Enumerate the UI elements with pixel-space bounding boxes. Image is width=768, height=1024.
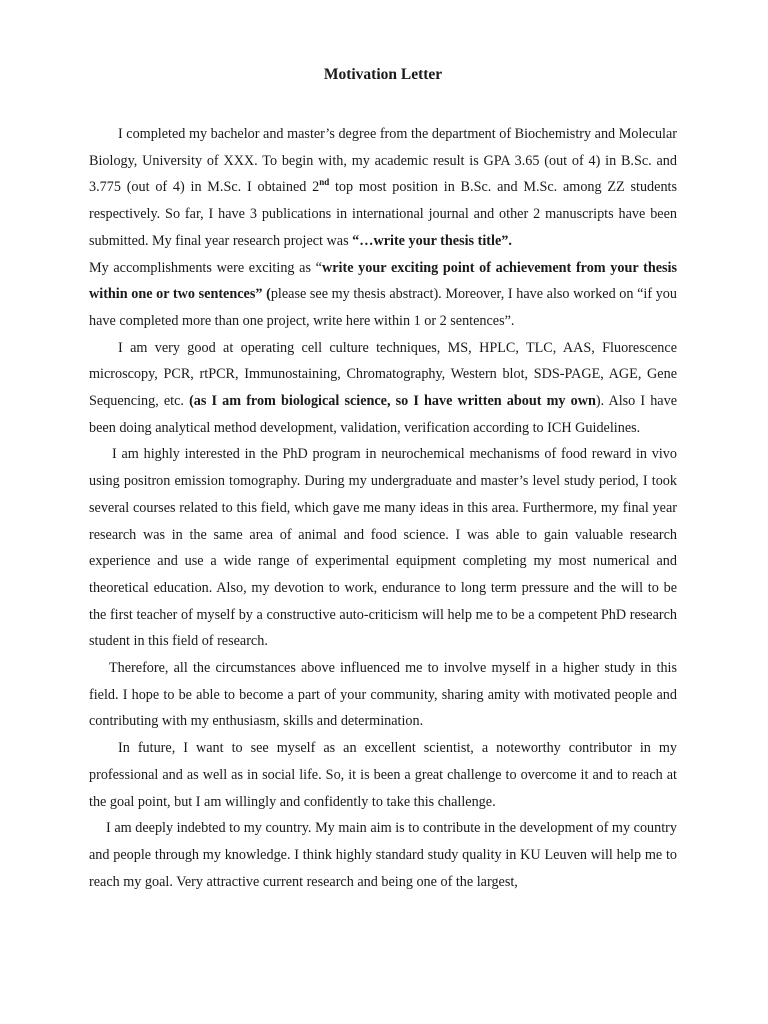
- thesis-title-placeholder: “…write your thesis title”.: [352, 232, 512, 249]
- paragraph-techniques-text-a: I am very good at operating cell culture techniques, MS, HPLC, TLC, AAS, Fluorescence microscopy, PCR, rtPCR, Immunostaining, Chromatography, Western blot, SDS-PAGE, AGE, Gene Sequencing, etc.: [89, 339, 677, 410]
- achievement-placeholder: write your exciting point of achievement from your thesis within one or two sentences” (: [89, 259, 677, 303]
- document-title: Motivation Letter: [323, 66, 443, 83]
- paragraph-therefore: Therefore, all the circumstances above influenced me to involve myself in a higher study in this field. I hope to be able to become a part of your community, sharing amity with motivated people and contributing with my enthusiasm, skills and determination.: [89, 660, 677, 730]
- paragraph-accomplishments: [89, 255, 677, 335]
- paragraph-techniques: [89, 335, 677, 442]
- paragraph-accomplishments-text-b: please see my thesis abstract). Moreover, I have also worked on “if you have completed more than one project, write here within 1 or 2 sentences”.: [89, 286, 677, 329]
- paragraph-education: [89, 121, 677, 255]
- paragraph-education-text-b: top most position in B.Sc. and M.Sc. among ZZ students respectively. So far, I have 3 publications in international journal and other 2 manuscripts have been submitted. My final year research project was: [89, 179, 677, 249]
- paragraph-techniques-text-b: ). Also I have been doing analytical method development, validation, verification according to ICH Guidelines.: [89, 393, 677, 436]
- paragraph-accomplishments-text-a: My accomplishments were exciting as “: [89, 259, 322, 276]
- paragraph-future: In future, I want to see myself as an excellent scientist, a noteworthy contributor in my professional and as well as in social life. So, it is been a great challenge to overcome it and to reach at the goal point, but I am willingly and confidently to take this challenge.: [89, 740, 677, 810]
- superscript-nd: nd: [319, 177, 330, 188]
- document-body: [89, 121, 677, 895]
- paragraph-education-text-a: I completed my bachelor and master’s degree from the department of Biochemistry and Molecular Biology, University of XXX. To begin with, my academic result is GPA 3.65 (out of 4) in B.Sc. and 3.775 (out of 4) in M.Sc. I obtained 2: [89, 126, 677, 196]
- paragraph-country: I am deeply indebted to my country. My main aim is to contribute in the development of my country and people through my knowledge. I think highly standard study quality in KU Leuven will help me to reach my goal. Very attractive current research and being one of the largest,: [89, 820, 677, 890]
- techniques-note: (as I am from biological science, so I have written about my own: [189, 393, 596, 410]
- paragraph-interest: I am highly interested in the PhD program in neurochemical mechanisms of food reward in vivo using positron emission tomography. During my undergraduate and master’s level study period, I took several courses related to this field, which gave me many ideas in this area. Furthermore, my final year research was in the same area of animal and food science. I was able to gain valuable research experience and use a wide range of experimental equipment completing my most numerical and theoretical education. Also, my devotion to work, endurance to long term pressure and the will to be the first teacher of myself by a constructive auto-criticism will help me to be a competent PhD research student in this field of research.: [89, 446, 677, 650]
